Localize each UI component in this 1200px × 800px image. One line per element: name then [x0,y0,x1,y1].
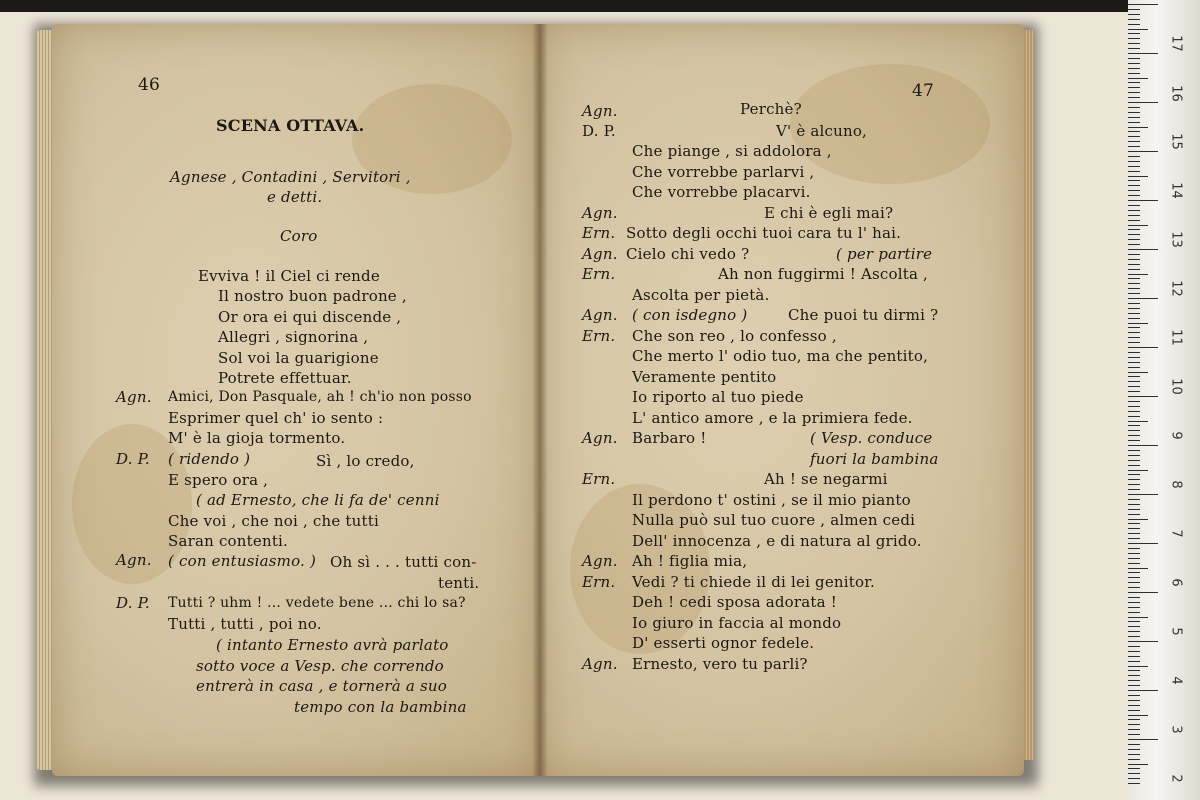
ruler-tick [1128,323,1148,324]
verse-line: Potrete effettuar. [218,369,352,387]
ruler-tick [1128,63,1140,64]
ruler-tick [1128,504,1140,505]
ruler-tick [1128,244,1140,245]
verse-line: Che merto l' odio tuo, ma che pentito, [632,347,929,365]
stage-direction: ( intanto Ernesto avrà parlato [216,636,449,654]
verse-line: Ascolta per pietà. [632,286,770,304]
ruler-tick [1128,210,1140,211]
ruler-tick [1128,327,1140,328]
ruler-tick [1128,43,1140,44]
stage-direction: ( con isdegno ) [632,306,748,324]
speaker-label: Agn. [582,429,618,447]
ruler-tick [1128,568,1148,569]
ruler-tick [1128,641,1158,642]
ruler-tick [1128,180,1140,181]
ruler-number: 17 [1168,35,1184,52]
ruler-tick [1128,401,1140,402]
characters-list-cont: e detti. [267,188,323,206]
stage-direction: ( ad Ernesto, che li fa de' cenni [196,491,440,509]
verse-line: Ernesto, vero tu parli? [632,655,808,673]
ruler-tick [1128,528,1140,529]
ruler-tick [1128,112,1140,113]
verse-line: Veramente pentito [632,368,777,386]
ruler-tick [1128,759,1140,760]
ruler-tick [1128,514,1140,515]
ruler-tick [1128,587,1140,588]
ruler-tick [1128,719,1140,720]
ruler-tick [1128,651,1140,652]
verse-line: Tutti ? uhm ! ... vedete bene ... chi lo sa? [168,595,466,611]
verse-line: Barbaro ! [632,429,707,447]
speaker-label: Agn. [582,552,618,570]
ruler-tick [1128,347,1158,348]
ruler-tick [1128,675,1140,676]
speaker-label: D. P. [116,450,150,468]
verse-line: Saran contenti. [168,532,289,550]
ruler-tick [1128,352,1140,353]
ruler-tick [1128,318,1140,319]
ruler-tick [1128,38,1140,39]
ruler-tick [1128,24,1140,25]
characters-list: Agnese , Contadini , Servitori , [170,168,411,186]
ruler-tick [1128,631,1140,632]
ruler-tick [1128,695,1140,696]
ruler-tick [1128,572,1140,573]
verse-line: D' esserti ognor fedele. [632,634,815,652]
verse-line: Deh ! cedi sposa adorata ! [632,593,837,611]
ruler-number: 3 [1168,725,1184,734]
ruler-tick [1128,102,1158,103]
ruler-tick [1128,460,1140,461]
ruler-number: 6 [1168,578,1184,587]
speaker-label: Agn. [116,388,152,406]
stage-direction: ( con entusiasmo. ) [168,552,317,570]
ruler-tick [1128,82,1140,83]
verse-line: Evviva ! il Ciel ci rende [198,267,380,285]
ruler-tick [1128,308,1140,309]
verse-line: Tutti , tutti , poi no. [168,615,322,633]
ruler-tick [1128,484,1140,485]
ruler-tick [1128,269,1140,270]
ruler-tick [1128,131,1140,132]
ruler-tick [1128,705,1140,706]
ruler-number: 14 [1168,182,1184,199]
ruler-tick [1128,582,1140,583]
ruler-tick [1128,538,1140,539]
ruler-tick [1128,435,1140,436]
ruler-tick [1128,626,1140,627]
ruler-tick [1128,195,1140,196]
ruler-tick [1128,597,1140,598]
ruler-tick [1128,724,1140,725]
verse-line: Ah non fuggirmi ! Ascolta , [718,265,929,283]
stage-direction: sotto voce a Vesp. che correndo [196,657,444,675]
ruler-tick [1128,455,1140,456]
verse-line: Il perdono t' ostini , se il mio pianto [632,491,911,509]
ruler-tick [1128,171,1140,172]
ruler-tick [1128,205,1140,206]
speaker-label: Ern. [582,327,616,345]
ruler-tick [1128,234,1140,235]
ruler-tick [1128,9,1140,10]
speaker-label: Agn. [582,245,618,263]
ruler-tick [1128,386,1140,387]
ruler-tick [1128,739,1158,740]
ruler-tick [1128,4,1158,5]
ruler-tick [1128,136,1140,137]
ruler-tick [1128,73,1140,74]
ruler-tick [1128,465,1140,466]
ruler-tick [1128,303,1140,304]
stage-direction: fuori la bambina [810,450,939,468]
verse-line: Amici, Don Pasquale, ah ! ch'io non posso [168,389,472,405]
ruler-tick [1128,53,1158,54]
chorus-heading: Coro [280,227,318,245]
verse-line: Allegri , signorina , [218,328,369,346]
ruler-number: 2 [1168,774,1184,783]
ruler-tick [1128,577,1140,578]
ruler-tick [1128,87,1140,88]
verse-line: Che son reo , lo confesso , [632,327,837,345]
ruler-tick [1128,97,1140,98]
ruler-number: 7 [1168,529,1184,538]
ruler-tick [1128,48,1140,49]
verse-line: Ah ! figlia mia, [632,552,748,570]
ruler-tick [1128,670,1140,671]
ruler-tick [1128,754,1140,755]
verse-line: Nulla può sul tuo cuore , almen cedi [632,511,916,529]
ruler-number: 11 [1168,329,1184,346]
verse-line: Sol voi la guarigione [218,349,379,367]
ruler-tick [1128,666,1148,667]
verse-line: Io riporto al tuo piede [632,388,804,406]
speaker-label: Agn. [582,102,618,120]
ruler-tick [1128,548,1140,549]
ruler-tick [1128,156,1140,157]
ruler-tick [1128,58,1140,59]
ruler-tick [1128,425,1140,426]
verse-line: tenti. [438,574,480,592]
ruler-number: 10 [1168,378,1184,395]
ruler-tick [1128,494,1158,495]
ruler-tick [1128,612,1140,613]
speaker-label: Agn. [582,655,618,673]
ruler-tick [1128,783,1140,784]
verse-line: E spero ora , [168,471,269,489]
ruler-tick [1128,298,1158,299]
ruler-tick [1128,332,1140,333]
ruler-tick [1128,381,1140,382]
ruler-tick [1128,357,1140,358]
ruler-tick [1128,533,1140,534]
speaker-label: Ern. [582,470,616,488]
page-number: 46 [138,75,161,95]
ruler-tick [1128,602,1140,603]
speaker-label: D. P. [116,594,150,612]
ruler-tick [1128,367,1140,368]
verse-line: Il nostro buon padrone , [218,287,407,305]
measuring-ruler [1128,0,1200,800]
ruler-tick [1128,220,1140,221]
ruler-tick [1128,342,1140,343]
verse-line: Sì , lo credo, [316,452,415,470]
ruler-number: 12 [1168,280,1184,297]
ruler-tick [1128,489,1140,490]
ruler-tick [1128,479,1140,480]
ruler-tick [1128,523,1140,524]
speaker-label: Agn. [582,204,618,222]
ruler-number: 15 [1168,133,1184,150]
ruler-number: 5 [1168,627,1184,636]
ruler-tick [1128,200,1158,201]
ruler-tick [1128,474,1140,475]
ruler-tick [1128,430,1140,431]
stage-direction: ( per partire [836,245,933,263]
ruler-tick [1128,151,1158,152]
ruler-number: 9 [1168,431,1184,440]
ruler-tick [1128,773,1140,774]
ruler-tick [1128,499,1140,500]
ruler-tick [1128,749,1140,750]
verse-line: L' antico amore , e la primiera fede. [632,409,913,427]
ruler-tick [1128,362,1140,363]
ruler-tick [1128,274,1148,275]
ruler-tick [1128,592,1158,593]
ruler-tick [1128,264,1140,265]
ruler-tick [1128,621,1140,622]
speaker-label: Agn. [582,306,618,324]
verse-line: V' è alcuno, [776,122,868,140]
ruler-tick [1128,661,1140,662]
left-page [52,24,540,776]
stage-direction: ( ridendo ) [168,450,251,468]
ruler-tick [1128,700,1140,701]
stage-direction: ( Vesp. conduce [810,429,933,447]
book-gutter [532,24,548,776]
ruler-tick [1128,78,1148,79]
verse-line: Vedi ? ti chiede il di lei genitor. [632,573,875,591]
ruler-tick [1128,406,1140,407]
ruler-tick [1128,29,1148,30]
stage-direction: entrerà in casa , e tornerà a suo [196,677,448,695]
ruler-tick [1128,122,1140,123]
ruler-tick [1128,288,1140,289]
ruler-tick [1128,117,1140,118]
verse-line: Che vorrebbe placarvi. [632,183,811,201]
ruler-tick [1128,729,1140,730]
ruler-tick [1128,734,1140,735]
ruler-tick [1128,313,1140,314]
ruler-tick [1128,646,1140,647]
verse-line: Sotto degli occhi tuoi cara tu l' hai. [626,224,902,242]
verse-line: M' è la gioja tormento. [168,429,346,447]
verse-line: Or ora ei qui discende , [218,308,402,326]
ruler-tick [1128,278,1140,279]
verse-line: Che puoi tu dirmi ? [788,306,939,324]
ruler-tick [1128,293,1140,294]
ruler-tick [1128,744,1140,745]
ruler-number: 8 [1168,480,1184,489]
ruler-number: 13 [1168,231,1184,248]
speaker-label: Agn. [116,551,152,569]
speaker-label: D. P. [582,122,616,140]
ruler-tick [1128,166,1140,167]
ruler-tick [1128,715,1148,716]
verse-line: Oh sì . . . tutti con- [330,553,477,571]
ruler-number: 16 [1168,85,1184,102]
speaker-label: Ern. [582,573,616,591]
ruler-tick [1128,337,1140,338]
ruler-tick [1128,146,1140,147]
ruler-tick [1128,543,1158,544]
right-page [540,24,1024,776]
verse-line: Esprimer quel ch' io sento : [168,409,384,427]
ruler-tick [1128,215,1140,216]
ruler-tick [1128,391,1140,392]
verse-line: Ah ! se negarmi [764,470,888,488]
ruler-tick [1128,176,1148,177]
verse-line: Che vorrebbe parlarvi , [632,163,815,181]
speaker-label: Ern. [582,224,616,242]
ruler-tick [1128,470,1148,471]
ruler-tick [1128,778,1140,779]
ruler-tick [1128,553,1140,554]
ruler-tick [1128,376,1140,377]
ruler-tick [1128,107,1140,108]
verse-line: Cielo chi vedo ? [626,245,750,263]
ruler-tick [1128,710,1140,711]
ruler-tick [1128,636,1140,637]
ruler-tick [1128,445,1158,446]
ruler-tick [1128,190,1140,191]
ruler-tick [1128,440,1140,441]
speaker-label: Ern. [582,265,616,283]
ruler-tick [1128,127,1148,128]
page-number: 47 [912,81,935,101]
ruler-tick [1128,283,1140,284]
ruler-tick [1128,680,1140,681]
ruler-tick [1128,396,1158,397]
verse-line: Che voi , che noi , che tutti [168,512,379,530]
ruler-tick [1128,519,1148,520]
ruler-number: 4 [1168,676,1184,685]
verse-line: Io giuro in faccia al mondo [632,614,842,632]
ruler-tick [1128,14,1140,15]
ruler-tick [1128,768,1140,769]
ruler-tick [1128,558,1140,559]
ruler-tick [1128,372,1148,373]
ruler-tick [1128,656,1140,657]
scene-title: SCENA OTTAVA. [216,116,365,135]
stage-direction: tempo con la bambina [294,698,467,716]
ruler-tick [1128,450,1140,451]
verse-line: Che piange , si addolora , [632,142,832,160]
ruler-tick [1128,68,1140,69]
ruler-tick [1128,185,1140,186]
ruler-tick [1128,254,1140,255]
ruler-tick [1128,764,1148,765]
ruler-tick [1128,421,1148,422]
ruler-tick [1128,19,1140,20]
ruler-tick [1128,617,1148,618]
ruler-tick [1128,239,1140,240]
verse-line: Perchè? [740,100,802,118]
ruler-tick [1128,685,1140,686]
ruler-tick [1128,416,1140,417]
verse-line: E chi è egli mai? [764,204,894,222]
ruler-tick [1128,161,1140,162]
ruler-tick [1128,509,1140,510]
ruler-tick [1128,249,1158,250]
ruler-tick [1128,690,1158,691]
ruler-tick [1128,411,1140,412]
ruler-tick [1128,92,1140,93]
ruler-tick [1128,229,1140,230]
ruler-tick [1128,141,1140,142]
ruler-tick [1128,33,1140,34]
ruler-tick [1128,225,1148,226]
ruler-tick [1128,607,1140,608]
verse-line: Dell' innocenza , e di natura al grido. [632,532,922,550]
ruler-tick [1128,563,1140,564]
ruler-tick [1128,259,1140,260]
